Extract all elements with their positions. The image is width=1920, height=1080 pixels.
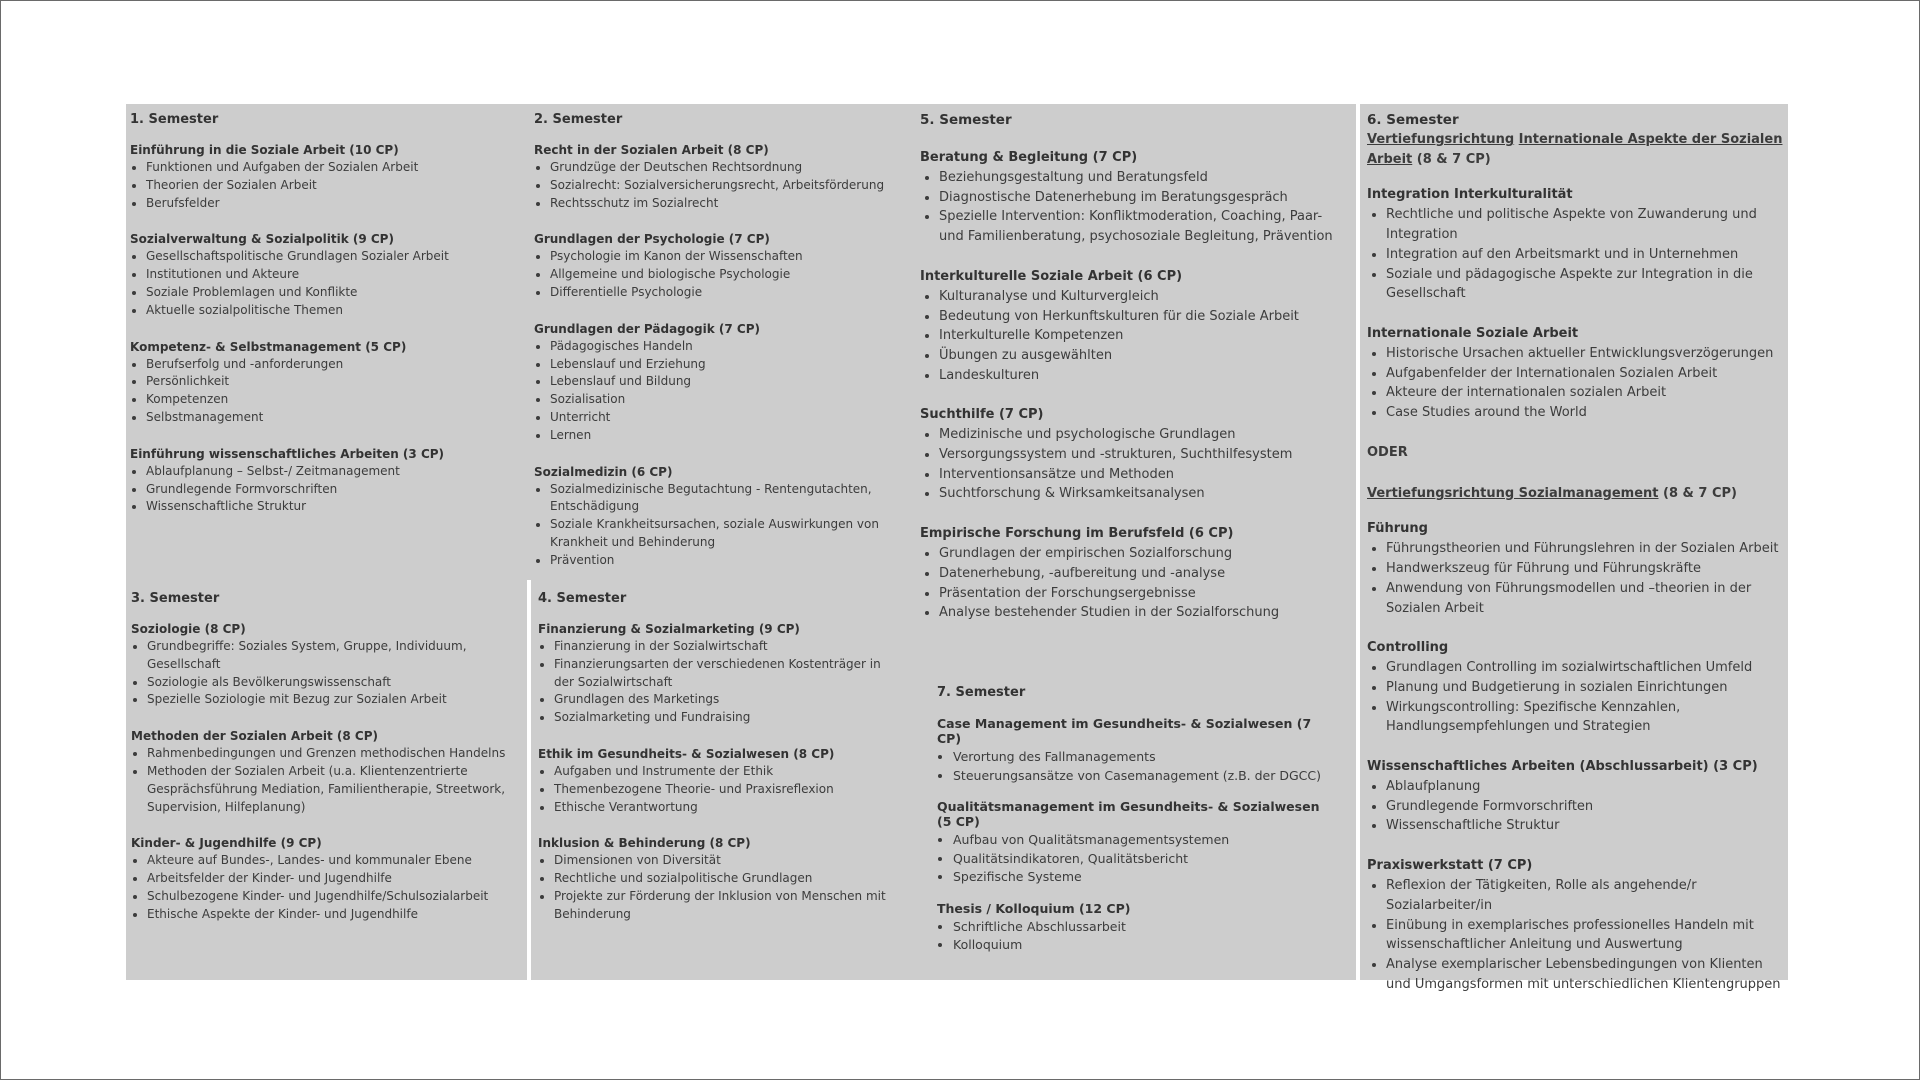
module-title: Soziologie (8 CP) — [131, 622, 246, 636]
module-topic: • Grundzüge der Deutschen Rechtsordnung — [550, 159, 924, 177]
module-title: Internationale Soziale Arbeit — [1367, 325, 1579, 341]
module-topic: • Grundlagen des Marketings — [554, 691, 898, 709]
module-topic: • Aufbau von Qualitätsmanagementsystemen — [953, 831, 1337, 850]
module-topic: • Sozialisation — [550, 391, 924, 409]
module-topic: • Sozialmedizinische Begutachtung - Rentengutachten, Entschädigung — [550, 481, 924, 517]
module — [937, 716, 1337, 785]
module-topic-list — [920, 168, 1340, 247]
module-topic-list — [538, 638, 898, 727]
module-topic: • Planung und Budgetierung in sozialen Einrichtungen — [1386, 678, 1787, 698]
module-title: Kinder- & Jugendhilfe (9 CP) — [131, 836, 322, 851]
module-topic: • Einübung in exemplarisches professionelles Handeln mit wissenschaftlicher Anleitung und Auswertung — [1386, 916, 1787, 955]
module-title: Controlling — [1367, 640, 1449, 656]
module-topic: • Spezifische Systeme — [953, 868, 1337, 887]
module-topic-list — [920, 544, 1340, 623]
module-topic: • Führungstheorien und Führungslehren in der Sozialen Arbeit — [1386, 539, 1787, 559]
module — [1367, 521, 1787, 618]
module-topic: • Grundlagen Controlling im sozialwirtschaftlichen Umfeld — [1386, 658, 1787, 678]
module-topic-list — [130, 248, 525, 319]
module-topic: • Finanzierungsarten der verschiedenen Kostenträger in der Sozialwirtschaft — [554, 656, 898, 692]
module-topic: • Institutionen und Akteure — [146, 266, 525, 284]
module-topic: • Rahmenbedingungen und Grenzen methodischen Handelns — [147, 745, 525, 763]
module-title: Methoden der Sozialen Arbeit (8 CP) — [131, 729, 378, 744]
module-title: Grundlagen der Psychologie (7 CP) — [534, 232, 770, 247]
module-topic: • Suchtforschung & Wirksamkeitsanalysen — [939, 484, 1340, 504]
module-topic: • Diagnostische Datenerhebung im Beratungsgespräch — [939, 188, 1340, 208]
module-title: Qualitätsmanagement im Gesundheits- & Sozialwesen (5 CP) — [937, 799, 1320, 829]
module-topic-list — [534, 338, 924, 445]
module-topic: • Wissenschaftliche Struktur — [146, 498, 525, 516]
module-title: Suchthilfe (7 CP) — [920, 407, 1044, 423]
module-topic: • Grundlagen der empirischen Sozialforschung — [939, 544, 1340, 564]
spec1-cp: (8 & 7 CP) — [1416, 151, 1491, 167]
module — [130, 340, 525, 427]
semester-7 — [937, 685, 1337, 969]
module-topic: • Kulturanalyse und Kulturvergleich — [939, 287, 1340, 307]
module-title: Praxiswerkstatt (7 CP) — [1367, 858, 1533, 874]
module-topic: • Aufgaben und Instrumente der Ethik — [554, 763, 898, 781]
semester-title: 5. Semester — [920, 112, 1012, 128]
module-topic: • Sozialrecht: Sozialversicherungsrecht, Arbeitsförderung — [550, 177, 924, 195]
module-topic: • Wirkungscontrolling: Spezifische Kennzahlen, Handlungsempfehlungen und Strategien — [1386, 698, 1787, 737]
module-topic: • Historische Ursachen aktueller Entwicklungsverzögerungen — [1386, 344, 1787, 364]
module — [1367, 640, 1787, 737]
module — [538, 622, 898, 727]
module — [937, 799, 1337, 887]
module — [131, 729, 525, 816]
module-topic: • Ablaufplanung — [1386, 777, 1787, 797]
module — [920, 526, 1340, 623]
module-topic: • Ethische Verantwortung — [554, 799, 898, 817]
module-topic: • Kompetenzen — [146, 391, 525, 409]
module-topic: • Wissenschaftliche Struktur — [1386, 816, 1787, 836]
module — [534, 322, 924, 445]
module-topic: • Landeskulturen — [939, 366, 1340, 386]
module — [920, 150, 1340, 247]
module-topic: • Akteure auf Bundes-, Landes- und kommunaler Ebene — [147, 852, 525, 870]
module-topic: • Interventionsansätze und Methoden — [939, 465, 1340, 485]
module-title: Einführung wissenschaftliches Arbeiten (3 CP) — [130, 446, 445, 461]
module — [534, 143, 924, 212]
module-topic: • Ablaufplanung – Selbst-/ Zeitmanagement — [146, 463, 525, 481]
specialization-2-heading — [1367, 484, 1787, 504]
module-topic: • Kolloquium — [953, 936, 1337, 955]
module-topic: • Lebenslauf und Bildung — [550, 373, 924, 391]
module-topic-list — [538, 852, 898, 923]
module — [131, 836, 525, 923]
module-topic: • Pädagogisches Handeln — [550, 338, 924, 356]
specialization-1-heading — [1367, 130, 1787, 169]
module-topic: • Beziehungsgestaltung und Beratungsfeld — [939, 168, 1340, 188]
module-title: Thesis / Kolloquium (12 CP) — [937, 900, 1131, 916]
module-topic: • Aufgabenfelder der Internationalen Sozialen Arbeit — [1386, 364, 1787, 384]
module-topic: • Arbeitsfelder der Kinder- und Jugendhilfe — [147, 870, 525, 888]
semester-6 — [1367, 112, 1787, 1016]
module — [130, 447, 525, 516]
module-topic-list — [937, 918, 1337, 955]
module-topic: • Soziale und pädagogische Aspekte zur Integration in die Gesellschaft — [1386, 265, 1787, 304]
module — [131, 622, 525, 709]
module-topic: • Spezielle Intervention: Konfliktmoderation, Coaching, Paar- und Familienberatung, psychosoziale Begleitung, Prävention — [939, 207, 1340, 246]
module-topic: • Dimensionen von Diversität — [554, 852, 898, 870]
module-topic: • Theorien der Sozialen Arbeit — [146, 177, 525, 195]
module-topic-list — [920, 287, 1340, 386]
semester-title: 7. Semester — [937, 685, 1026, 700]
oder-label: ODER — [1367, 444, 1408, 460]
module-topic-list — [130, 159, 525, 212]
semester-2 — [534, 112, 924, 590]
module-topic: • Psychologie im Kanon der Wissenschaften — [550, 248, 924, 266]
module-title: Inklusion & Behinderung (8 CP) — [538, 836, 751, 851]
module-topic: • Anwendung von Führungsmodellen und –theorien in der Sozialen Arbeit — [1386, 579, 1787, 618]
spec2-link[interactable]: Vertiefungsrichtung Sozialmanagement — [1367, 485, 1659, 501]
module-topic-list — [534, 481, 924, 570]
module-title: Finanzierung & Sozialmarketing (9 CP) — [538, 622, 800, 636]
module-topic-list — [1367, 876, 1787, 994]
module-title: Sozialmedizin (6 CP) — [534, 464, 673, 479]
module-topic: • Soziale Problemlagen und Konflikte — [146, 284, 525, 302]
module-topic: • Qualitätsindikatoren, Qualitätsbericht — [953, 850, 1337, 869]
module-topic: • Sozialmarketing und Fundraising — [554, 709, 898, 727]
module-title: Wissenschaftliches Arbeiten (Abschlussarbeit) (3 CP) — [1367, 759, 1758, 775]
module-topic: • Übungen zu ausgewählten — [939, 346, 1340, 366]
module-topic-list — [131, 638, 525, 709]
module-topic: • Berufsfelder — [146, 195, 525, 213]
module-title: Kompetenz- & Selbstmanagement (5 CP) — [130, 339, 407, 354]
module-topic: • Prävention — [550, 552, 924, 570]
module-topic: • Rechtliche und sozialpolitische Grundlagen — [554, 870, 898, 888]
module-topic: • Rechtsschutz im Sozialrecht — [550, 195, 924, 213]
module-title: Integration Interkulturalität — [1367, 187, 1573, 203]
module-topic-list — [1367, 539, 1787, 618]
module-topic: • Soziale Krankheitsursachen, soziale Auswirkungen von Krankheit und Behinderung — [550, 516, 924, 552]
module-topic: • Analyse exemplarischer Lebensbedingungen von Klienten und Umgangsformen mit unterschiedlichen Klientengruppen — [1386, 955, 1787, 994]
module-title: Ethik im Gesundheits- & Sozialwesen (8 CP) — [538, 746, 835, 761]
module — [538, 747, 898, 816]
module-topic-list — [534, 159, 924, 212]
panel-gap-cover — [527, 104, 531, 580]
module-topic-list — [937, 748, 1337, 785]
module-topic: • Differentielle Psychologie — [550, 284, 924, 302]
module-topic: • Berufserfolg und -anforderungen — [146, 356, 525, 374]
module — [130, 232, 525, 319]
module-topic: • Grundbegriffe: Soziales System, Gruppe, Individuum, Gesellschaft — [147, 638, 525, 674]
module-topic-list — [534, 248, 924, 301]
module-topic-list — [538, 763, 898, 816]
module-topic: • Steuerungsansätze von Casemanagement (z.B. der DGCC) — [953, 767, 1337, 786]
module-topic: • Bedeutung von Herkunftskulturen für die Soziale Arbeit — [939, 307, 1340, 327]
module-topic: • Grundlegende Formvorschriften — [146, 481, 525, 499]
module-topic: • Schulbezogene Kinder- und Jugendhilfe/Schulsozialarbeit — [147, 888, 525, 906]
module-topic: • Schriftliche Abschlussarbeit — [953, 918, 1337, 937]
module-topic: • Persönlichkeit — [146, 373, 525, 391]
module-topic: • Rechtliche und politische Aspekte von Zuwanderung und Integration — [1386, 205, 1787, 244]
module-title: Sozialverwaltung & Sozialpolitik (9 CP) — [130, 232, 394, 247]
module-topic: • Case Studies around the World — [1386, 403, 1787, 423]
module-topic-list — [1367, 777, 1787, 836]
semester-5 — [920, 112, 1340, 645]
module-topic: • Aktuelle sozialpolitische Themen — [146, 302, 525, 320]
module-topic: • Analyse bestehender Studien in der Sozialforschung — [939, 603, 1340, 623]
module-title: Recht in der Sozialen Arbeit (8 CP) — [534, 143, 769, 157]
module-topic: • Versorgungssystem und -strukturen, Suchthilfesystem — [939, 445, 1340, 465]
module — [130, 143, 525, 212]
module — [1367, 759, 1787, 836]
module-topic-list — [131, 745, 525, 816]
module-title: Einführung in die Soziale Arbeit (10 CP) — [130, 143, 399, 157]
spec2-cp: (8 & 7 CP) — [1663, 485, 1738, 501]
module-topic: • Reflexion der Tätigkeiten, Rolle als angehende/r Sozialarbeiter/in — [1386, 876, 1787, 915]
module-topic: • Akteure der internationalen sozialen Arbeit — [1386, 383, 1787, 403]
semester-title: 2. Semester — [534, 112, 623, 127]
semester-4 — [538, 591, 898, 944]
module-topic-list — [130, 463, 525, 516]
module-topic: • Grundlegende Formvorschriften — [1386, 797, 1787, 817]
module-title: Beratung & Begleitung (7 CP) — [920, 150, 1138, 165]
module-topic-list — [937, 831, 1337, 887]
module-topic-list — [131, 852, 525, 923]
module-title: Case Management im Gesundheits- & Sozialwesen (7 CP) — [937, 716, 1312, 746]
module-topic-list — [920, 425, 1340, 504]
module — [534, 465, 924, 570]
module-topic: • Themenbezogene Theorie- und Praxisreflexion — [554, 781, 898, 799]
module-topic-list — [1367, 658, 1787, 737]
module — [1367, 858, 1787, 994]
module-topic: • Präsentation der Forschungsergebnisse — [939, 584, 1340, 604]
module-topic: • Allgemeine und biologische Psychologie — [550, 266, 924, 284]
module-title: Empirische Forschung im Berufsfeld (6 CP) — [920, 526, 1234, 542]
module-topic: • Medizinische und psychologische Grundlagen — [939, 425, 1340, 445]
module-topic: • Spezielle Soziologie mit Bezug zur Sozialen Arbeit — [147, 691, 525, 709]
semester-title: 4. Semester — [538, 591, 627, 606]
module-topic: • Ethische Aspekte der Kinder- und Jugendhilfe — [147, 906, 525, 924]
module-topic: • Projekte zur Förderung der Inklusion von Menschen mit Behinderung — [554, 888, 898, 924]
module-topic: • Verortung des Fallmanagements — [953, 748, 1337, 767]
module-topic: • Interkulturelle Kompetenzen — [939, 326, 1340, 346]
semester-6-title: 6. Semester — [1367, 112, 1459, 128]
module-topic: • Gesellschaftspolitische Grundlagen Sozialer Arbeit — [146, 248, 525, 266]
module-title: Interkulturelle Soziale Arbeit (6 CP) — [920, 268, 1183, 284]
module — [937, 901, 1337, 955]
spec1-link-b[interactable]: Internationale Aspekte der Sozialen Arbeit — [1367, 132, 1783, 167]
module-topic: • Datenerhebung, -aufbereitung und -analyse — [939, 564, 1340, 584]
specialization-2-modules — [1367, 521, 1787, 994]
module-topic: • Lebenslauf und Erziehung — [550, 356, 924, 374]
module-topic: • Finanzierung in der Sozialwirtschaft — [554, 638, 898, 656]
spec1-link-a[interactable]: Vertiefungsrichtung — [1367, 132, 1515, 147]
specialization-1-modules — [1367, 187, 1787, 422]
module-topic-list — [1367, 205, 1787, 304]
module-title: Führung — [1367, 521, 1428, 537]
module-topic: • Unterricht — [550, 409, 924, 427]
module — [538, 836, 898, 923]
semester-1 — [130, 112, 525, 536]
module-topic: • Selbstmanagement — [146, 409, 525, 427]
module-topic-list — [130, 356, 525, 427]
semester-title: 1. Semester — [130, 112, 219, 127]
module — [534, 232, 924, 301]
module-topic-list — [1367, 344, 1787, 423]
module-title: Grundlagen der Pädagogik (7 CP) — [534, 321, 760, 336]
module-topic: • Lernen — [550, 427, 924, 445]
module-topic: • Methoden der Sozialen Arbeit (u.a. Klientenzentrierte Gesprächsführung Mediation, Familientherapie, Streetwork, Supervision, Hilfeplanung) — [147, 763, 525, 816]
module — [1367, 187, 1787, 304]
semester-title: 3. Semester — [131, 591, 220, 606]
module — [1367, 326, 1787, 423]
module-topic: • Soziologie als Bevölkerungswissenschaft — [147, 674, 525, 692]
module-topic: • Funktionen und Aufgaben der Sozialen Arbeit — [146, 159, 525, 177]
module-topic: • Handwerkszeug für Führung und Führungskräfte — [1386, 559, 1787, 579]
module — [920, 269, 1340, 386]
semester-3 — [131, 591, 525, 944]
module-topic: • Integration auf den Arbeitsmarkt und in Unternehmen — [1386, 245, 1787, 265]
module — [920, 407, 1340, 504]
